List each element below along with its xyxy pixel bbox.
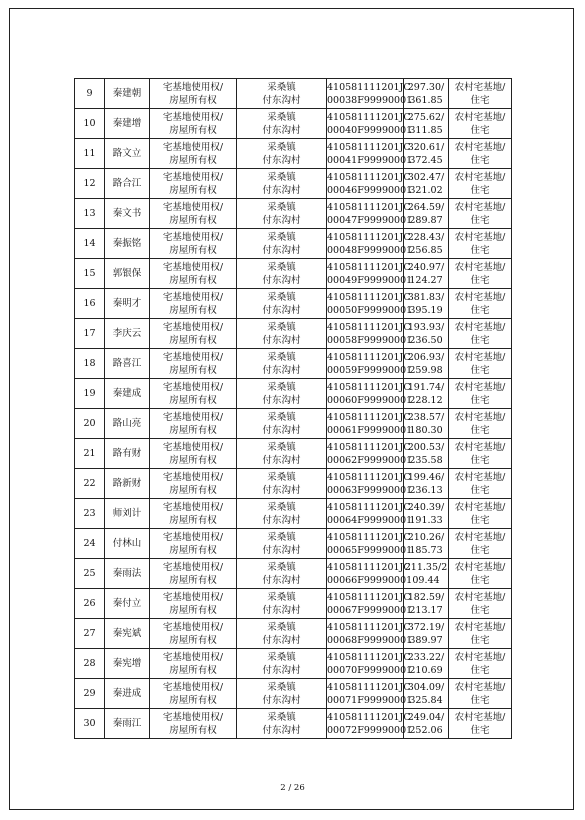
location: 采桑镇 付东沟村 xyxy=(237,709,327,739)
row-index: 27 xyxy=(75,619,105,649)
land-use: 农村宅基地/ 住宅 xyxy=(449,319,512,349)
certificate-code: 410581111201JC 00046F99990001 xyxy=(327,169,404,199)
location: 采桑镇 付东沟村 xyxy=(237,169,327,199)
right-type: 宅基地使用权/ 房屋所有权 xyxy=(150,619,237,649)
owner-name: 秦建增 xyxy=(105,109,150,139)
right-type: 宅基地使用权/ 房屋所有权 xyxy=(150,199,237,229)
row-index: 11 xyxy=(75,139,105,169)
table-body xyxy=(75,79,512,739)
row-index: 23 xyxy=(75,499,105,529)
land-use: 农村宅基地/ 住宅 xyxy=(449,649,512,679)
location: 采桑镇 付东沟村 xyxy=(237,349,327,379)
row-index: 15 xyxy=(75,259,105,289)
location: 采桑镇 付东沟村 xyxy=(237,499,327,529)
area-values: 200.53/ 235.58 xyxy=(404,439,449,469)
right-type: 宅基地使用权/ 房屋所有权 xyxy=(150,319,237,349)
land-use: 农村宅基地/ 住宅 xyxy=(449,589,512,619)
location: 采桑镇 付东沟村 xyxy=(237,289,327,319)
certificate-code: 410581111201JC 00067F99990001 xyxy=(327,589,404,619)
right-type: 宅基地使用权/ 房屋所有权 xyxy=(150,679,237,709)
owner-name: 秦宪斌 xyxy=(105,619,150,649)
land-use: 农村宅基地/ 住宅 xyxy=(449,499,512,529)
area-values: 249.04/ 252.06 xyxy=(404,709,449,739)
certificate-code: 410581111201JC 00040F99990001 xyxy=(327,109,404,139)
certificate-code: 410581111201JC 00063F99990001 xyxy=(327,469,404,499)
location: 采桑镇 付东沟村 xyxy=(237,379,327,409)
location: 采桑镇 付东沟村 xyxy=(237,439,327,469)
certificate-code: 410581111201JC 00061F99990001 xyxy=(327,409,404,439)
row-index: 18 xyxy=(75,349,105,379)
table-row xyxy=(75,139,512,169)
certificate-code: 410581111201JC 00071F99990001 xyxy=(327,679,404,709)
table-row xyxy=(75,319,512,349)
land-use: 农村宅基地/ 住宅 xyxy=(449,139,512,169)
owner-name: 路山亮 xyxy=(105,409,150,439)
land-use: 农村宅基地/ 住宅 xyxy=(449,709,512,739)
row-index: 19 xyxy=(75,379,105,409)
right-type: 宅基地使用权/ 房屋所有权 xyxy=(150,79,237,109)
land-use: 农村宅基地/ 住宅 xyxy=(449,439,512,469)
table-row xyxy=(75,679,512,709)
right-type: 宅基地使用权/ 房屋所有权 xyxy=(150,499,237,529)
row-index: 20 xyxy=(75,409,105,439)
owner-name: 师刘计 xyxy=(105,499,150,529)
row-index: 25 xyxy=(75,559,105,589)
row-index: 24 xyxy=(75,529,105,559)
land-use: 农村宅基地/ 住宅 xyxy=(449,169,512,199)
right-type: 宅基地使用权/ 房屋所有权 xyxy=(150,169,237,199)
certificate-code: 410581111201JC 00070F99990001 xyxy=(327,649,404,679)
table-row xyxy=(75,409,512,439)
table-row xyxy=(75,349,512,379)
area-values: 182.59/ 213.17 xyxy=(404,589,449,619)
certificate-code: 410581111201JC 00050F99990001 xyxy=(327,289,404,319)
location: 采桑镇 付东沟村 xyxy=(237,109,327,139)
land-use: 农村宅基地/ 住宅 xyxy=(449,259,512,289)
land-use: 农村宅基地/ 住宅 xyxy=(449,349,512,379)
right-type: 宅基地使用权/ 房屋所有权 xyxy=(150,379,237,409)
area-values: 381.83/ 395.19 xyxy=(404,289,449,319)
row-index: 13 xyxy=(75,199,105,229)
certificate-code: 410581111201JC 00058F99990001 xyxy=(327,319,404,349)
right-type: 宅基地使用权/ 房屋所有权 xyxy=(150,529,237,559)
area-values: 238.57/ 180.30 xyxy=(404,409,449,439)
row-index: 17 xyxy=(75,319,105,349)
certificate-code: 410581111201JC 00068F99990001 xyxy=(327,619,404,649)
table-row xyxy=(75,169,512,199)
certificate-code: 410581111201JC 00062F99990001 xyxy=(327,439,404,469)
row-index: 9 xyxy=(75,79,105,109)
location: 采桑镇 付东沟村 xyxy=(237,409,327,439)
owner-name: 秦文书 xyxy=(105,199,150,229)
owner-name: 付林山 xyxy=(105,529,150,559)
row-index: 26 xyxy=(75,589,105,619)
area-values: 372.19/ 389.97 xyxy=(404,619,449,649)
land-use: 农村宅基地/ 住宅 xyxy=(449,469,512,499)
land-use: 农村宅基地/ 住宅 xyxy=(449,79,512,109)
certificate-code: 410581111201JC 00041F99990001 xyxy=(327,139,404,169)
right-type: 宅基地使用权/ 房屋所有权 xyxy=(150,289,237,319)
owner-name: 秦明才 xyxy=(105,289,150,319)
location: 采桑镇 付东沟村 xyxy=(237,679,327,709)
table-row xyxy=(75,79,512,109)
certificate-code: 410581111201JC 00038F99990001 xyxy=(327,79,404,109)
area-values: 304.09/ 325.84 xyxy=(404,679,449,709)
land-use: 农村宅基地/ 住宅 xyxy=(449,409,512,439)
row-index: 29 xyxy=(75,679,105,709)
land-use: 农村宅基地/ 住宅 xyxy=(449,559,512,589)
owner-name: 秦建成 xyxy=(105,379,150,409)
certificate-code: 410581111201JC 00048F99990001 xyxy=(327,229,404,259)
table-row xyxy=(75,559,512,589)
table-row xyxy=(75,709,512,739)
certificate-code: 410581111201JC 00047F99990001 xyxy=(327,199,404,229)
area-values: 264.59/ 289.87 xyxy=(404,199,449,229)
property-rights-table xyxy=(74,78,512,739)
right-type: 宅基地使用权/ 房屋所有权 xyxy=(150,259,237,289)
location: 采桑镇 付东沟村 xyxy=(237,229,327,259)
land-use: 农村宅基地/ 住宅 xyxy=(449,379,512,409)
area-values: 191.74/ 228.12 xyxy=(404,379,449,409)
location: 采桑镇 付东沟村 xyxy=(237,199,327,229)
table-row xyxy=(75,199,512,229)
location: 采桑镇 付东沟村 xyxy=(237,589,327,619)
table-row xyxy=(75,109,512,139)
area-values: 233.22/ 210.69 xyxy=(404,649,449,679)
owner-name: 秦雨法 xyxy=(105,559,150,589)
right-type: 宅基地使用权/ 房屋所有权 xyxy=(150,469,237,499)
location: 采桑镇 付东沟村 xyxy=(237,259,327,289)
row-index: 28 xyxy=(75,649,105,679)
row-index: 16 xyxy=(75,289,105,319)
right-type: 宅基地使用权/ 房屋所有权 xyxy=(150,709,237,739)
area-values: 320.61/ 372.45 xyxy=(404,139,449,169)
land-use: 农村宅基地/ 住宅 xyxy=(449,619,512,649)
location: 采桑镇 付东沟村 xyxy=(237,559,327,589)
table-row xyxy=(75,289,512,319)
table-row xyxy=(75,229,512,259)
location: 采桑镇 付东沟村 xyxy=(237,619,327,649)
right-type: 宅基地使用权/ 房屋所有权 xyxy=(150,649,237,679)
certificate-code: 410581111201JC 00066F99990001 xyxy=(327,559,404,589)
row-index: 21 xyxy=(75,439,105,469)
area-values: 206.93/ 259.98 xyxy=(404,349,449,379)
area-values: 240.39/ 191.33 xyxy=(404,499,449,529)
table-row xyxy=(75,589,512,619)
area-values: 210.26/ 185.73 xyxy=(404,529,449,559)
row-index: 12 xyxy=(75,169,105,199)
owner-name: 秦振铭 xyxy=(105,229,150,259)
right-type: 宅基地使用权/ 房屋所有权 xyxy=(150,139,237,169)
row-index: 30 xyxy=(75,709,105,739)
certificate-code: 410581111201JC 00059F99990001 xyxy=(327,349,404,379)
area-values: 275.62/ 311.85 xyxy=(404,109,449,139)
area-values: 302.47/ 321.02 xyxy=(404,169,449,199)
page-number: 2 / 26 xyxy=(280,783,305,793)
land-use: 农村宅基地/ 住宅 xyxy=(449,199,512,229)
table-row xyxy=(75,499,512,529)
area-values: 228.43/ 256.85 xyxy=(404,229,449,259)
area-values: 193.93/ 236.50 xyxy=(404,319,449,349)
owner-name: 秦付立 xyxy=(105,589,150,619)
owner-name: 郭银保 xyxy=(105,259,150,289)
table-row xyxy=(75,619,512,649)
certificate-code: 410581111201JC 00060F99990001 xyxy=(327,379,404,409)
certificate-code: 410581111201JC 00064F99990001 xyxy=(327,499,404,529)
row-index: 22 xyxy=(75,469,105,499)
location: 采桑镇 付东沟村 xyxy=(237,319,327,349)
owner-name: 秦宪增 xyxy=(105,649,150,679)
location: 采桑镇 付东沟村 xyxy=(237,79,327,109)
right-type: 宅基地使用权/ 房屋所有权 xyxy=(150,349,237,379)
right-type: 宅基地使用权/ 房屋所有权 xyxy=(150,409,237,439)
row-index: 14 xyxy=(75,229,105,259)
owner-name: 路文立 xyxy=(105,139,150,169)
area-values: 297.30/ 361.85 xyxy=(404,79,449,109)
owner-name: 李庆云 xyxy=(105,319,150,349)
right-type: 宅基地使用权/ 房屋所有权 xyxy=(150,109,237,139)
certificate-code: 410581111201JC 00072F99990001 xyxy=(327,709,404,739)
area-values: 199.46/ 236.13 xyxy=(404,469,449,499)
location: 采桑镇 付东沟村 xyxy=(237,469,327,499)
row-index: 10 xyxy=(75,109,105,139)
land-use: 农村宅基地/ 住宅 xyxy=(449,229,512,259)
right-type: 宅基地使用权/ 房屋所有权 xyxy=(150,229,237,259)
location: 采桑镇 付东沟村 xyxy=(237,649,327,679)
land-use: 农村宅基地/ 住宅 xyxy=(449,529,512,559)
table-row xyxy=(75,469,512,499)
area-values: 240.97/ 124.27 xyxy=(404,259,449,289)
owner-name: 秦雨江 xyxy=(105,709,150,739)
right-type: 宅基地使用权/ 房屋所有权 xyxy=(150,439,237,469)
certificate-code: 410581111201JC 00065F99990001 xyxy=(327,529,404,559)
table-row xyxy=(75,439,512,469)
table-row xyxy=(75,379,512,409)
owner-name: 路合江 xyxy=(105,169,150,199)
right-type: 宅基地使用权/ 房屋所有权 xyxy=(150,589,237,619)
certificate-code: 410581111201JC 00049F99990001 xyxy=(327,259,404,289)
owner-name: 秦建朝 xyxy=(105,79,150,109)
owner-name: 秦进成 xyxy=(105,679,150,709)
land-use: 农村宅基地/ 住宅 xyxy=(449,679,512,709)
table-row xyxy=(75,259,512,289)
table-row xyxy=(75,649,512,679)
owner-name: 路有财 xyxy=(105,439,150,469)
location: 采桑镇 付东沟村 xyxy=(237,139,327,169)
owner-name: 路喜江 xyxy=(105,349,150,379)
right-type: 宅基地使用权/ 房屋所有权 xyxy=(150,559,237,589)
table-row xyxy=(75,529,512,559)
area-values: 211.35/2 09.44 xyxy=(404,559,449,589)
location: 采桑镇 付东沟村 xyxy=(237,529,327,559)
land-use: 农村宅基地/ 住宅 xyxy=(449,289,512,319)
land-use: 农村宅基地/ 住宅 xyxy=(449,109,512,139)
owner-name: 路新财 xyxy=(105,469,150,499)
